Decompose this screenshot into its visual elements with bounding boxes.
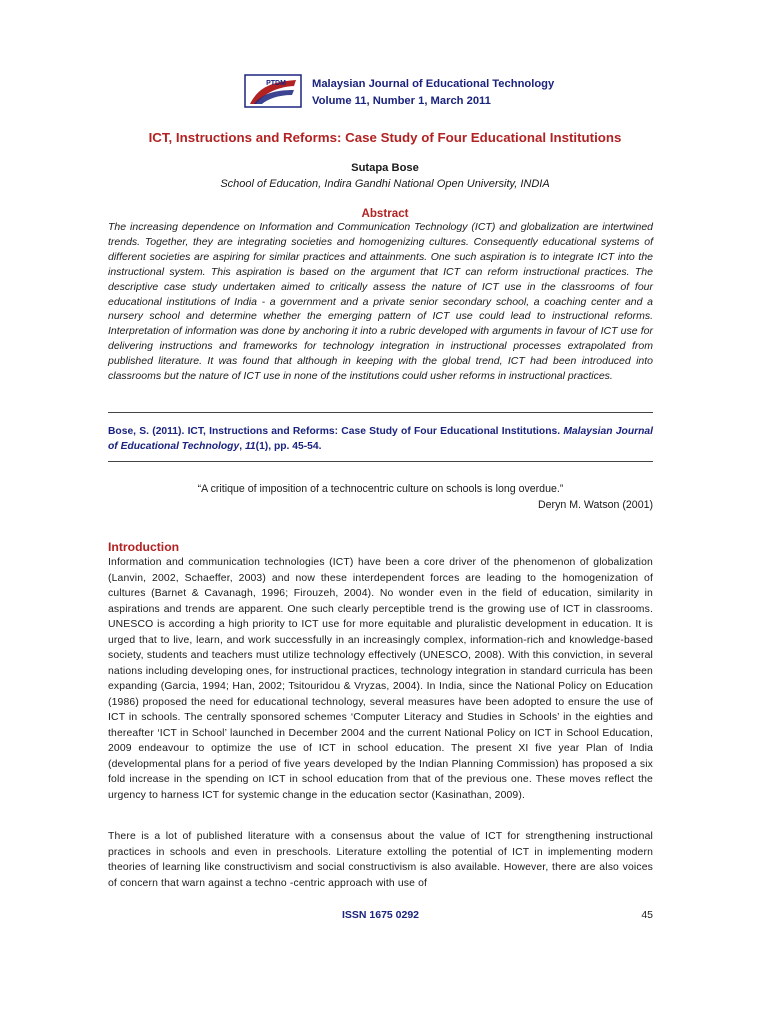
introduction-heading: Introduction [108, 540, 180, 554]
epigraph-quote: “A critique of imposition of a technocentric culture on schools is long overdue.” [197, 483, 564, 495]
article-author: Sutapa Bose [351, 162, 419, 174]
citation-separator: , [239, 441, 245, 452]
page-footer [108, 909, 653, 923]
citation-issue-pages: (1), pp. 45-54. [255, 441, 322, 452]
article-title: ICT, Instructions and Reforms: Case Study of Four Educational Institutions [148, 130, 622, 145]
svg-text:PTDM: PTDM [266, 80, 286, 87]
epigraph [108, 481, 653, 513]
journal-header [244, 74, 564, 110]
introduction-paragraph-2: There is a lot of published literature with a consensus about the value of ICT for strengthening instructional practices in schools and even in preschools. Literature extolling the potential of ICT in implementing modern theories of learning like constructivism and social constructivism is also available. However, there are also voices of concern that warn against a techno -centric approach with use of [108, 831, 653, 889]
introduction-paragraph-1: Information and communication technologies (ICT) have been a core driver of the phenomenon of globalization (Lanvin, 2002, Schaeffer, 2003) and now these interdependent forces are leading to the homogenization of cultures (Barnet & Cavanagh, 1996; Firouzeh, 2004). No wonder even in the field of education, similarity in aspirations and trends are apparent. One such clearly perceptible trend is the growing use of ICT in classrooms. UNESCO is according a high priority to ICT use for more equitable and pluralistic development in education. It is urged that to live, learn, and work successfully in an increasingly complex, information-rich and knowledge-based society, students and teachers must utilize technology effectively (UNESCO, 2008). With this conviction, in several nations including developing ones, for instructional practices, technology integration in standard curricula has been expanding (Garcia, 1994; Han, 2002; Tsitouridou & Vryzas, 2004). In India, since the National Policy on Education (1986) proposed the need for educational technology, several measures have been adopted to ensure the use of ICT in schools. The centrally sponsored schemes ‘Computer Literacy and Studies in Schools’ in the eighties and thereafter ‘ICT in School’ launched in December 2004 and the current National Policy on ICT in School Education, 2009 endeavour to optimize the use of ICT in school education. The present XI five year Plan of India (developmental plans for a period of five years developed by the Indian Planning Commission) has proposed a six fold increase in the spending on ICT in school education from that of the previous one. These moves reflect the urgency to harness ICT for systemic change in the education sector (Kasinathan, 2009). [108, 557, 653, 801]
citation-journal: Malaysian Journal of Educational Technology [108, 426, 653, 452]
epigraph-attribution: Deryn M. Watson (2001) [538, 499, 653, 511]
journal-issue: Volume 11, Number 1, March 2011 [312, 95, 491, 107]
author-affiliation: School of Education, Indira Gandhi National Open University, INDIA [220, 178, 550, 190]
journal-logo-icon [244, 74, 302, 108]
page-number: 45 [641, 909, 653, 921]
citation-prefix: Bose, S. (2011). ICT, Instructions and Reforms: Case Study of Four Educational Institutions. [108, 426, 564, 437]
abstract-heading: Abstract [361, 207, 409, 220]
divider-top [108, 412, 653, 413]
citation [108, 424, 653, 454]
abstract-text: The increasing dependence on Information and Communication Technology (ICT) and globalization are intertwined trends. Together, they are integrating societies and homogenizing cultures. Consequently educational systems of different societies are aspiring for similar practices and attainments. One such aspiration is to integrate ICT into the instructional system. This aspiration is based on the argument that ICT can reform instructional practices. The descriptive case study undertaken aimed to critically assess the nature of ICT use in the classrooms of four educational institutions of India - a government and a private senior secondary school, a coaching center and a nursery school and determine whether the emerging pattern of ICT use could lead to instructional reforms. Interpretation of information was done by anchoring it into a rubric developed with arguments in favour of ICT use for delivering instructions and frameworks for technology integration in instructional processes extrapolated from published literature. It was found that although in keeping with the global trend, ICT had been introduced into classrooms but the nature of ICT use in none of the institutions could usher reforms in instructional practices. [108, 221, 653, 383]
journal-name: Malaysian Journal of Educational Technology [312, 78, 555, 90]
citation-volume: 11 [244, 441, 256, 452]
divider-bottom [108, 461, 653, 462]
issn: ISSN 1675 0292 [341, 909, 420, 921]
